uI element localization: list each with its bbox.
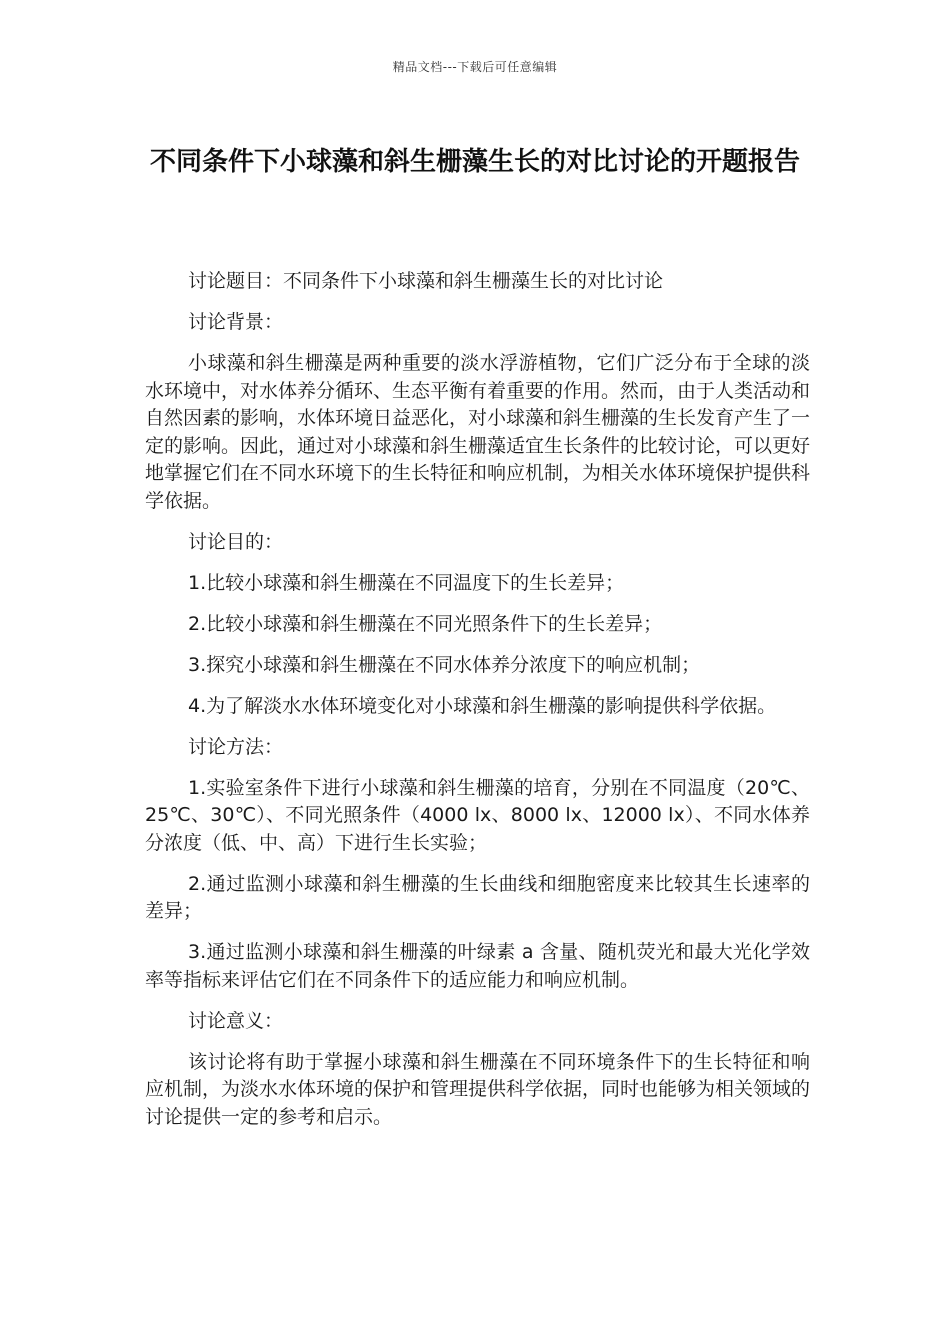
document-body xyxy=(145,268,810,1145)
purpose-item-2: 2.比较小球藻和斜生栅藻在不同光照条件下的生长差异； xyxy=(188,612,663,635)
method-heading: 讨论方法： xyxy=(188,735,284,758)
purpose-item-4: 4.为了解淡水水体环境变化对小球藻和斜生栅藻的影响提供科学依据。 xyxy=(188,694,777,717)
purpose-heading: 讨论目的： xyxy=(188,530,284,553)
topic-paragraph: 讨论题目：不同条件下小球藻和斜生栅藻生长的对比讨论 xyxy=(188,270,664,292)
purpose-item-3: 3.探究小球藻和斜生栅藻在不同水体养分浓度下的响应机制； xyxy=(188,653,701,676)
method-item-3: 3.通过监测小球藻和斜生栅藻的叶绿素 a 含量、随机荧光和最大光化学效率等指标来评估它们在不同条件下的适应能力和响应机制。 xyxy=(145,941,810,991)
method-item-1: 1.实验室条件下进行小球藻和斜生栅藻的培育，分别在不同温度（20℃、25℃、30℃）、不同光照条件（4000 lx、8000 lx、12000 lx）、不同水体养分浓度（低、中、高）下进行生长实验； xyxy=(145,776,810,854)
page-header: 精品文档---下载后可任意编辑 xyxy=(392,60,558,74)
document-title: 不同条件下小球藻和斜生栅藻生长的对比讨论的开题报告 xyxy=(149,147,800,177)
method-item-2: 2.通过监测小球藻和斜生栅藻的生长曲线和细胞密度来比较其生长速率的差异； xyxy=(145,872,810,922)
significance-paragraph: 该讨论将有助于掌握小球藻和斜生栅藻在不同环境条件下的生长特征和响应机制，为淡水水体环境的保护和管理提供科学依据，同时也能够为相关领域的讨论提供一定的参考和启示。 xyxy=(145,1050,811,1128)
background-paragraph: 小球藻和斜生栅藻是两种重要的淡水浮游植物，它们广泛分布于全球的淡水环境中，对水体养分循环、生态平衡有着重要的作用。然而，由于人类活动和自然因素的影响，水体环境日益恶化，对小球藻和斜生栅藻的生长发育产生了一定的影响。因此，通过对小球藻和斜生栅藻适宜生长条件的比较讨论，可以更好地掌握它们在不同水环境下的生长特征和响应机制，为相关水体环境保护提供科学依据。 xyxy=(145,352,811,512)
significance-heading: 讨论意义： xyxy=(188,1009,284,1032)
background-heading: 讨论背景： xyxy=(188,311,284,333)
purpose-item-1: 1.比较小球藻和斜生栅藻在不同温度下的生长差异； xyxy=(188,571,625,594)
